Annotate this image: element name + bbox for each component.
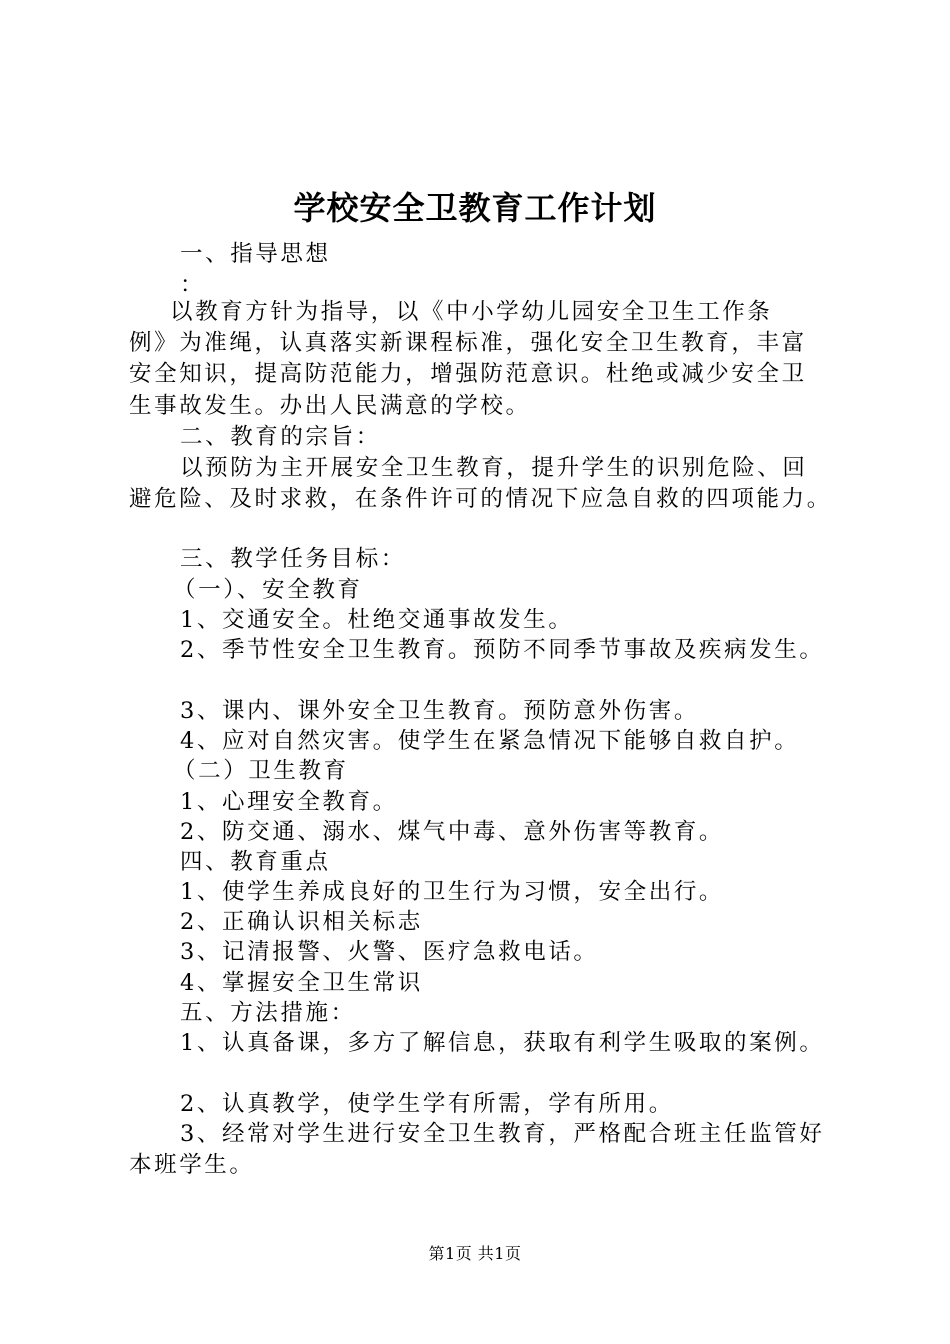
section-heading-methods: 五、方法措施：: [180, 1000, 356, 1026]
list-item: 2、认真教学，使学生学有所需，学有所用。: [180, 1091, 674, 1117]
paragraph-line: 生事故发生。办出人民满意的学校。: [129, 393, 531, 419]
list-item: 1、认真备课，多方了解信息，获取有利学生吸取的案例。: [180, 1030, 825, 1056]
section-heading-teaching-goals: 三、教学任务目标：: [180, 546, 406, 572]
list-item: 1、心理安全教育。: [180, 789, 398, 815]
list-item: 4、掌握安全卫生常识: [180, 970, 423, 996]
text-line: ：: [180, 272, 206, 298]
list-item-continuation: 本班学生。: [129, 1152, 255, 1178]
list-item: 2、防交通、溺水、煤气中毒、意外伤害等教育。: [180, 819, 725, 845]
paragraph-line: 以预防为主开展安全卫生教育，提升学生的识别危险、回: [180, 455, 808, 481]
subsection-heading-hygiene: （二）卫生教育: [173, 758, 349, 784]
list-item: 3、课内、课外安全卫生教育。预防意外伤害。: [180, 698, 699, 724]
list-item: 2、正确认识相关标志: [180, 909, 423, 935]
section-heading-key-points: 四、教育重点: [180, 849, 331, 875]
page-number-footer: 第1页 共1页: [428, 1244, 522, 1263]
section-heading-purpose: 二、教育的宗旨：: [180, 424, 381, 450]
paragraph-line: 例》为准绳，认真落实新课程标准，强化安全卫生教育，丰富: [129, 330, 807, 356]
list-item: 3、经常对学生进行安全卫生教育，严格配合班主任监管好: [180, 1121, 825, 1147]
paragraph-line: 避危险、及时求救，在条件许可的情况下应急自救的四项能力。: [129, 486, 832, 512]
subsection-heading-safety: （一）、安全教育: [173, 577, 363, 603]
paragraph-line: 安全知识，提高防范能力，增强防范意识。杜绝或减少安全卫: [129, 361, 807, 387]
list-item: 1、交通安全。杜绝交通事故发生。: [180, 607, 574, 633]
list-item: 1、使学生养成良好的卫生行为习惯，安全出行。: [180, 879, 725, 905]
list-item: 3、记清报警、火警、医疗急救电话。: [180, 939, 599, 965]
list-item: 2、季节性安全卫生教育。预防不同季节事故及疾病发生。: [180, 637, 825, 663]
section-heading-guiding-thought: 一、指导思想: [180, 241, 331, 267]
document-title: 学校安全卫教育工作计划: [293, 189, 657, 227]
paragraph-line: 以教育方针为指导，以《中小学幼儿园安全卫生工作条: [170, 299, 773, 325]
list-item: 4、应对自然灾害。使学生在紧急情况下能够自救自护。: [180, 728, 800, 754]
